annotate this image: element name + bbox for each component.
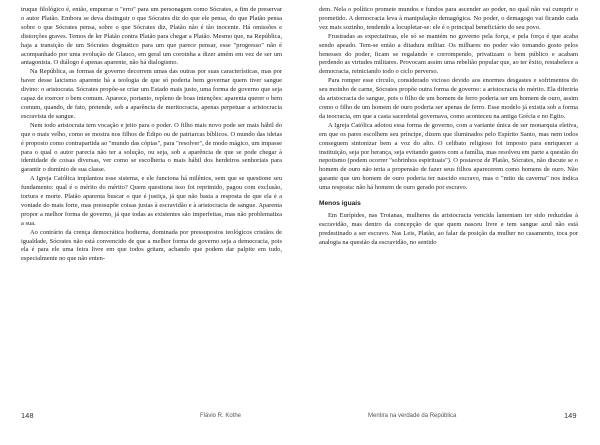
paragraph: Nem todo aristocrata tem vocação e jeito para o poder. O filho mais novo pode ser mais hábil do que o mais velho, como se mostra nos filhos de Édipo ou de patriarcas bíblicos. O mundo das ideias é proposto como contrapartida ao "mundo das cópias", para "resolver", de modo mágico, um impasse para o qual o autor parecia não ter a solução, ou seja, sob a aparência de que se pode chegar à identidade de coisas diversas, ver como se escolheria o mais hábil dos herdeiros senhoriais para garantir o domínio de sua classe. [21,121,282,174]
left-text-column [21,6,282,406]
paragraph: Na República, as formas de governo decorrem umas das outras por suas características, mas por haver desse laicismo aparente há a teologia de que só poderia bem governar quem tiver sangue divino: o aristocrata. Sócrates propõe-se criar um Estado mais justo, uma forma de governo que seja capaz de exercer o bem comum. Aparece, portanto, repleno de boas intenções: aparenta querer o bem comum, quando, de fato, pretende, sob a aparência de meritocracia, apenas perpetuar a aristocracia escravista de sangue. [21,68,282,120]
page-number: 149 [564,411,577,420]
section-heading: Menos iguais [319,200,361,208]
paragraph: Para romper esse círculo, considerado vicioso devido aos enormes desgastes e sofrimentos do seu moinho de carne, Sócrates propõe outra forma de governo: a aristocracia do mérito. Ela diferiria da aristocracia do sangue, pois o filho de um homem de ferro poderia ser um homem de ouro, assim como o filho de um homem de ouro poderia ser apenas de ferro. Esse modelo já existia sob a forma da teocracia, em que a casta sacerdotal governava, como aconteceu na antiga Grécia e no Egito. [319,77,578,120]
paragraph: Em Eurípides, nas Troianas, mulheres da aristocracia vencida lamentam ter sido reduzidas à escravidão, mas dentro da concepção de que quem nasceu livre e tem sangue azul não está predestinado a ser escravo. Nas Leis, Platão, ao falar da posição da mulher no casamento, toca por analogia na questão da escravidão, no sentido [319,211,578,246]
running-head: Mentira na verdade da República [368,413,457,419]
paragraph: dem. Nela o político promete mundos e fundos para ascender ao poder, no qual não vai cumprir o prometido. A democracia leva à manipulação demagógica. No poder, o demagogo vai ficando cada vez mais sozinho, tendendo a locupletar-se: ele é o principal beneficiário do seu povo. [319,6,578,31]
paragraph: A Igreja Católica adotou essa forma de governo, com a variante única de ser monarquia eletiva, em que os pares escolhem seu príncipe, dizem que iluminados pelo Espírito Santo, mas nem todos conseguem sintonizar bem a voz do alto. O celibato religioso foi imposto para enriquecer a instituição, seja por herança, seja evitando gastos com a família, mas resolveu em parte a questão do nepotismo (podem ocorrer "sobrinhos espirituais"). O postavoz de Platão, Sócrates, não discute se o homem de ouro não teria a propensão de fazer seus filhos aparecerem como homens de ouro. Não garante que um homem de ouro poderia ter nascido escravo, mas o "mito da caverna" nos indica uma resposta: não há homem de ouro gerado por escravo. [319,121,578,192]
running-head: Flávio R. Kothe [200,413,242,419]
right-text-column [319,6,578,406]
paragraph: Ao contrário da crença democrática hodierna, dominada por pressupostos teológicos cristãos de igualdade, Sócrates não está convencido de que a melhor forma de governo seja a democracia, pois ela é para ele uma feira livre em que todos gritam, achando que podem dar palpite em tudo, especialmente no que não enten- [21,228,282,263]
right-page [300,0,600,445]
paragraph: A Igreja Católica implantou esse sistema, e ele funciona há milênios, sem que se questione seu fundamento: qual é o mérito do mérito? Quem questiona isso foi reprimido, pagou com exclusão, tortura e morte. Platão aparenta buscar o que é justiça, já que não basta a resposta de que ela é a vontade do mais forte, mas pressupõe coisas justas à escravidão e à aristocracia de sangue. Aparenta propor a melhor forma de governo, já que todas as existentes são imperfeitas, mas não problematiza a sua. [21,175,282,227]
page-number: 148 [21,411,34,420]
paragraph: Frustradas as expectativas, ele só se mantém no governo pela força, e pela força é que acaba sendo apeado. Tem-se então a ditadura militar. Os milhares no poder vão tomando gosto pelos benesses do poder, ficam se regalando e corrompendo, privatizam o bem público e acabam perdendo as virtudes militares. Provocam assim uma rebelião popular que, ao ter êxito, restabelece a democracia, reiniciando todo o ciclo perverso. [319,32,578,76]
paragraph: truque filológico é, então, empurrar o "erro" para um personagem como Sócrates, a fim de preservar o autor Platão. Embora se deva distinguir o que Sócrates diz do que ele pensa, do que Platão pensa sobre o que Sócrates pensa, sobre o que Sócrates diz, Platão não é tão inocente. Há omissões e distorções graves. Temos de ler Platão contra Platão para chegar a Platão. Mesmo que, na República, haja a transição de um Sócrates dogmático para um que parece pensar, esse "progresso" não é acompanhado por uma evolução de Glauco, em geral um coroinha a dizer amém em vez de ser um antagonista. O diálogo é apenas aparente, não há dialogismo. [21,6,282,67]
